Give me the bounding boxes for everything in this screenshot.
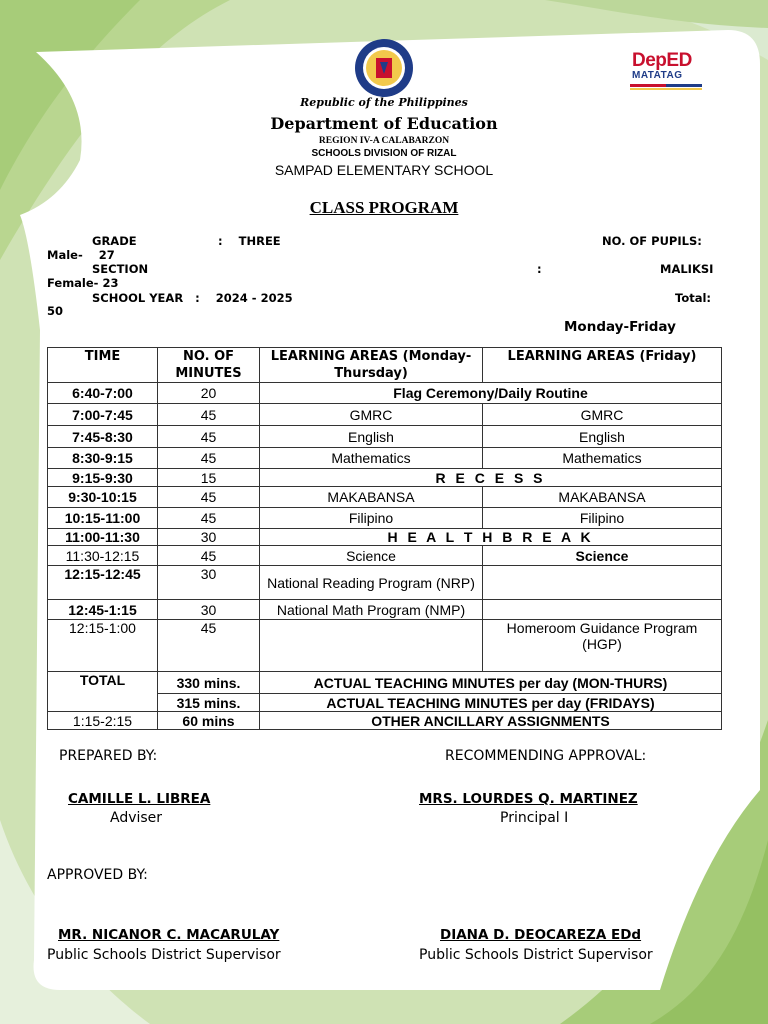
time-cell: 6:40-7:00 bbox=[48, 383, 158, 404]
principal-title: Principal I bbox=[500, 810, 569, 826]
area-friday-cell: Homeroom Guidance Program (HGP) bbox=[483, 620, 722, 672]
total-minutes-cell: 330 mins. bbox=[158, 672, 260, 694]
table-row bbox=[48, 469, 722, 487]
time-cell: 9:15-9:30 bbox=[48, 469, 158, 487]
table-row bbox=[48, 672, 722, 694]
adviser-title: Adviser bbox=[110, 810, 163, 826]
time-cell: 11:30-12:15 bbox=[48, 546, 158, 566]
time-cell: 7:00-7:45 bbox=[48, 404, 158, 426]
area-mon-thu-cell: Science bbox=[260, 546, 483, 566]
deped-seal-logo bbox=[354, 38, 414, 98]
recess-cell: R E C E S S bbox=[260, 469, 722, 487]
area-friday-cell bbox=[483, 566, 722, 600]
time-cell: 9:30-10:15 bbox=[48, 487, 158, 508]
deped-logo-text: DepED bbox=[632, 50, 692, 71]
page-title: CLASS PROGRAM bbox=[309, 198, 459, 217]
minutes-cell: 20 bbox=[158, 383, 260, 404]
header-time: TIME bbox=[48, 348, 158, 383]
time-cell: 12:15-12:45 bbox=[48, 566, 158, 600]
days-label: Monday-Friday bbox=[564, 319, 676, 335]
total-text-cell: ACTUAL TEACHING MINUTES per day (FRIDAYS) bbox=[260, 694, 722, 712]
area-mon-thu-cell: National Reading Program (NRP) bbox=[260, 566, 483, 600]
total-label: Total: bbox=[675, 291, 712, 305]
table-row bbox=[48, 620, 722, 672]
minutes-cell: 60 mins bbox=[158, 712, 260, 730]
time-cell: 11:00-11:30 bbox=[48, 529, 158, 546]
school-name: SAMPAD ELEMENTARY SCHOOL bbox=[274, 162, 494, 178]
healthbreak-cell: H E A L T H B R E A K bbox=[260, 529, 722, 546]
header-areas-mon-thu: LEARNING AREAS (Monday-Thursday) bbox=[260, 348, 483, 383]
time-cell: 7:45-8:30 bbox=[48, 426, 158, 448]
minutes-cell: 45 bbox=[158, 404, 260, 426]
minutes-cell: 45 bbox=[158, 620, 260, 672]
psds1-name: MR. NICANOR C. MACARULAY bbox=[58, 927, 280, 943]
matatag-logo-text: MATATAG bbox=[632, 70, 683, 81]
table-row bbox=[48, 712, 722, 730]
area-mon-thu-cell: GMRC bbox=[260, 404, 483, 426]
total-label-cell: TOTAL bbox=[48, 672, 158, 712]
minutes-cell: 45 bbox=[158, 448, 260, 469]
time-cell: 1:15-2:15 bbox=[48, 712, 158, 730]
area-mon-thu-cell: Mathematics bbox=[260, 448, 483, 469]
minutes-cell: 30 bbox=[158, 600, 260, 620]
psds2-title: Public Schools District Supervisor bbox=[419, 947, 653, 963]
time-cell: 10:15-11:00 bbox=[48, 508, 158, 529]
table-row bbox=[48, 546, 722, 566]
time-cell: 12:15-1:00 bbox=[48, 620, 158, 672]
time-cell: 8:30-9:15 bbox=[48, 448, 158, 469]
principal-name: MRS. LOURDES Q. MARTINEZ bbox=[419, 791, 638, 807]
republic-heading: Republic of the Philippines bbox=[300, 96, 468, 109]
area-mon-thu-cell bbox=[260, 620, 483, 672]
female-count: Female- 23 bbox=[47, 276, 119, 290]
minutes-cell: 15 bbox=[158, 469, 260, 487]
department-heading: Department of Education bbox=[270, 114, 498, 133]
table-row bbox=[48, 566, 722, 600]
area-friday-cell: MAKABANSA bbox=[483, 487, 722, 508]
total-minutes-cell: 315 mins. bbox=[158, 694, 260, 712]
minutes-cell: 45 bbox=[158, 508, 260, 529]
area-friday-cell: English bbox=[483, 426, 722, 448]
area-friday-cell: GMRC bbox=[483, 404, 722, 426]
table-row bbox=[48, 529, 722, 546]
area-friday-cell bbox=[483, 600, 722, 620]
minutes-cell: 45 bbox=[158, 546, 260, 566]
section-value: MALIKSI bbox=[660, 262, 714, 276]
area-friday-cell: Filipino bbox=[483, 508, 722, 529]
adviser-name: CAMILLE L. LIBREA bbox=[68, 791, 211, 807]
table-row bbox=[48, 600, 722, 620]
table-row bbox=[48, 487, 722, 508]
table-row bbox=[48, 508, 722, 529]
header-minutes: NO. OF MINUTES bbox=[158, 348, 260, 383]
region-heading: REGION IV-A CALABARZON bbox=[318, 136, 450, 146]
table-row bbox=[48, 448, 722, 469]
area-mon-thu-cell: Filipino bbox=[260, 508, 483, 529]
section-colon: : bbox=[537, 262, 542, 276]
area-mon-thu-cell: MAKABANSA bbox=[260, 487, 483, 508]
class-program-table bbox=[47, 347, 722, 730]
school-year: SCHOOL YEAR : 2024 - 2025 bbox=[92, 291, 293, 305]
division-heading: SCHOOLS DIVISION OF RIZAL bbox=[311, 148, 457, 159]
table-row bbox=[48, 383, 722, 404]
area-friday-cell: Mathematics bbox=[483, 448, 722, 469]
male-count: Male- 27 bbox=[47, 248, 115, 262]
table-row bbox=[48, 426, 722, 448]
activity-cell: Flag Ceremony/Daily Routine bbox=[260, 383, 722, 404]
deped-logo-strip bbox=[630, 84, 702, 91]
area-friday-cell: Science bbox=[483, 546, 722, 566]
time-cell: 12:45-1:15 bbox=[48, 600, 158, 620]
ancillary-cell: OTHER ANCILLARY ASSIGNMENTS bbox=[260, 712, 722, 730]
approved-by-label: APPROVED BY: bbox=[47, 867, 148, 883]
area-mon-thu-cell: National Math Program (NMP) bbox=[260, 600, 483, 620]
section-label: SECTION bbox=[92, 262, 149, 276]
minutes-cell: 30 bbox=[158, 529, 260, 546]
total-text-cell: ACTUAL TEACHING MINUTES per day (MON-THURS) bbox=[260, 672, 722, 694]
minutes-cell: 30 bbox=[158, 566, 260, 600]
header-areas-friday: LEARNING AREAS (Friday) bbox=[483, 348, 722, 383]
table-row bbox=[48, 404, 722, 426]
grade-value: : THREE bbox=[218, 234, 281, 248]
minutes-cell: 45 bbox=[158, 487, 260, 508]
minutes-cell: 45 bbox=[158, 426, 260, 448]
grade-label: GRADE bbox=[92, 234, 137, 248]
area-mon-thu-cell: English bbox=[260, 426, 483, 448]
psds1-title: Public Schools District Supervisor bbox=[47, 947, 281, 963]
pupils-label: NO. OF PUPILS: bbox=[602, 234, 702, 248]
recommending-label: RECOMMENDING APPROVAL: bbox=[445, 748, 647, 764]
prepared-by-label: PREPARED BY: bbox=[59, 748, 158, 764]
total-value: 50 bbox=[47, 304, 64, 318]
psds2-name: DIANA D. DEOCAREZA EDd bbox=[440, 927, 642, 943]
